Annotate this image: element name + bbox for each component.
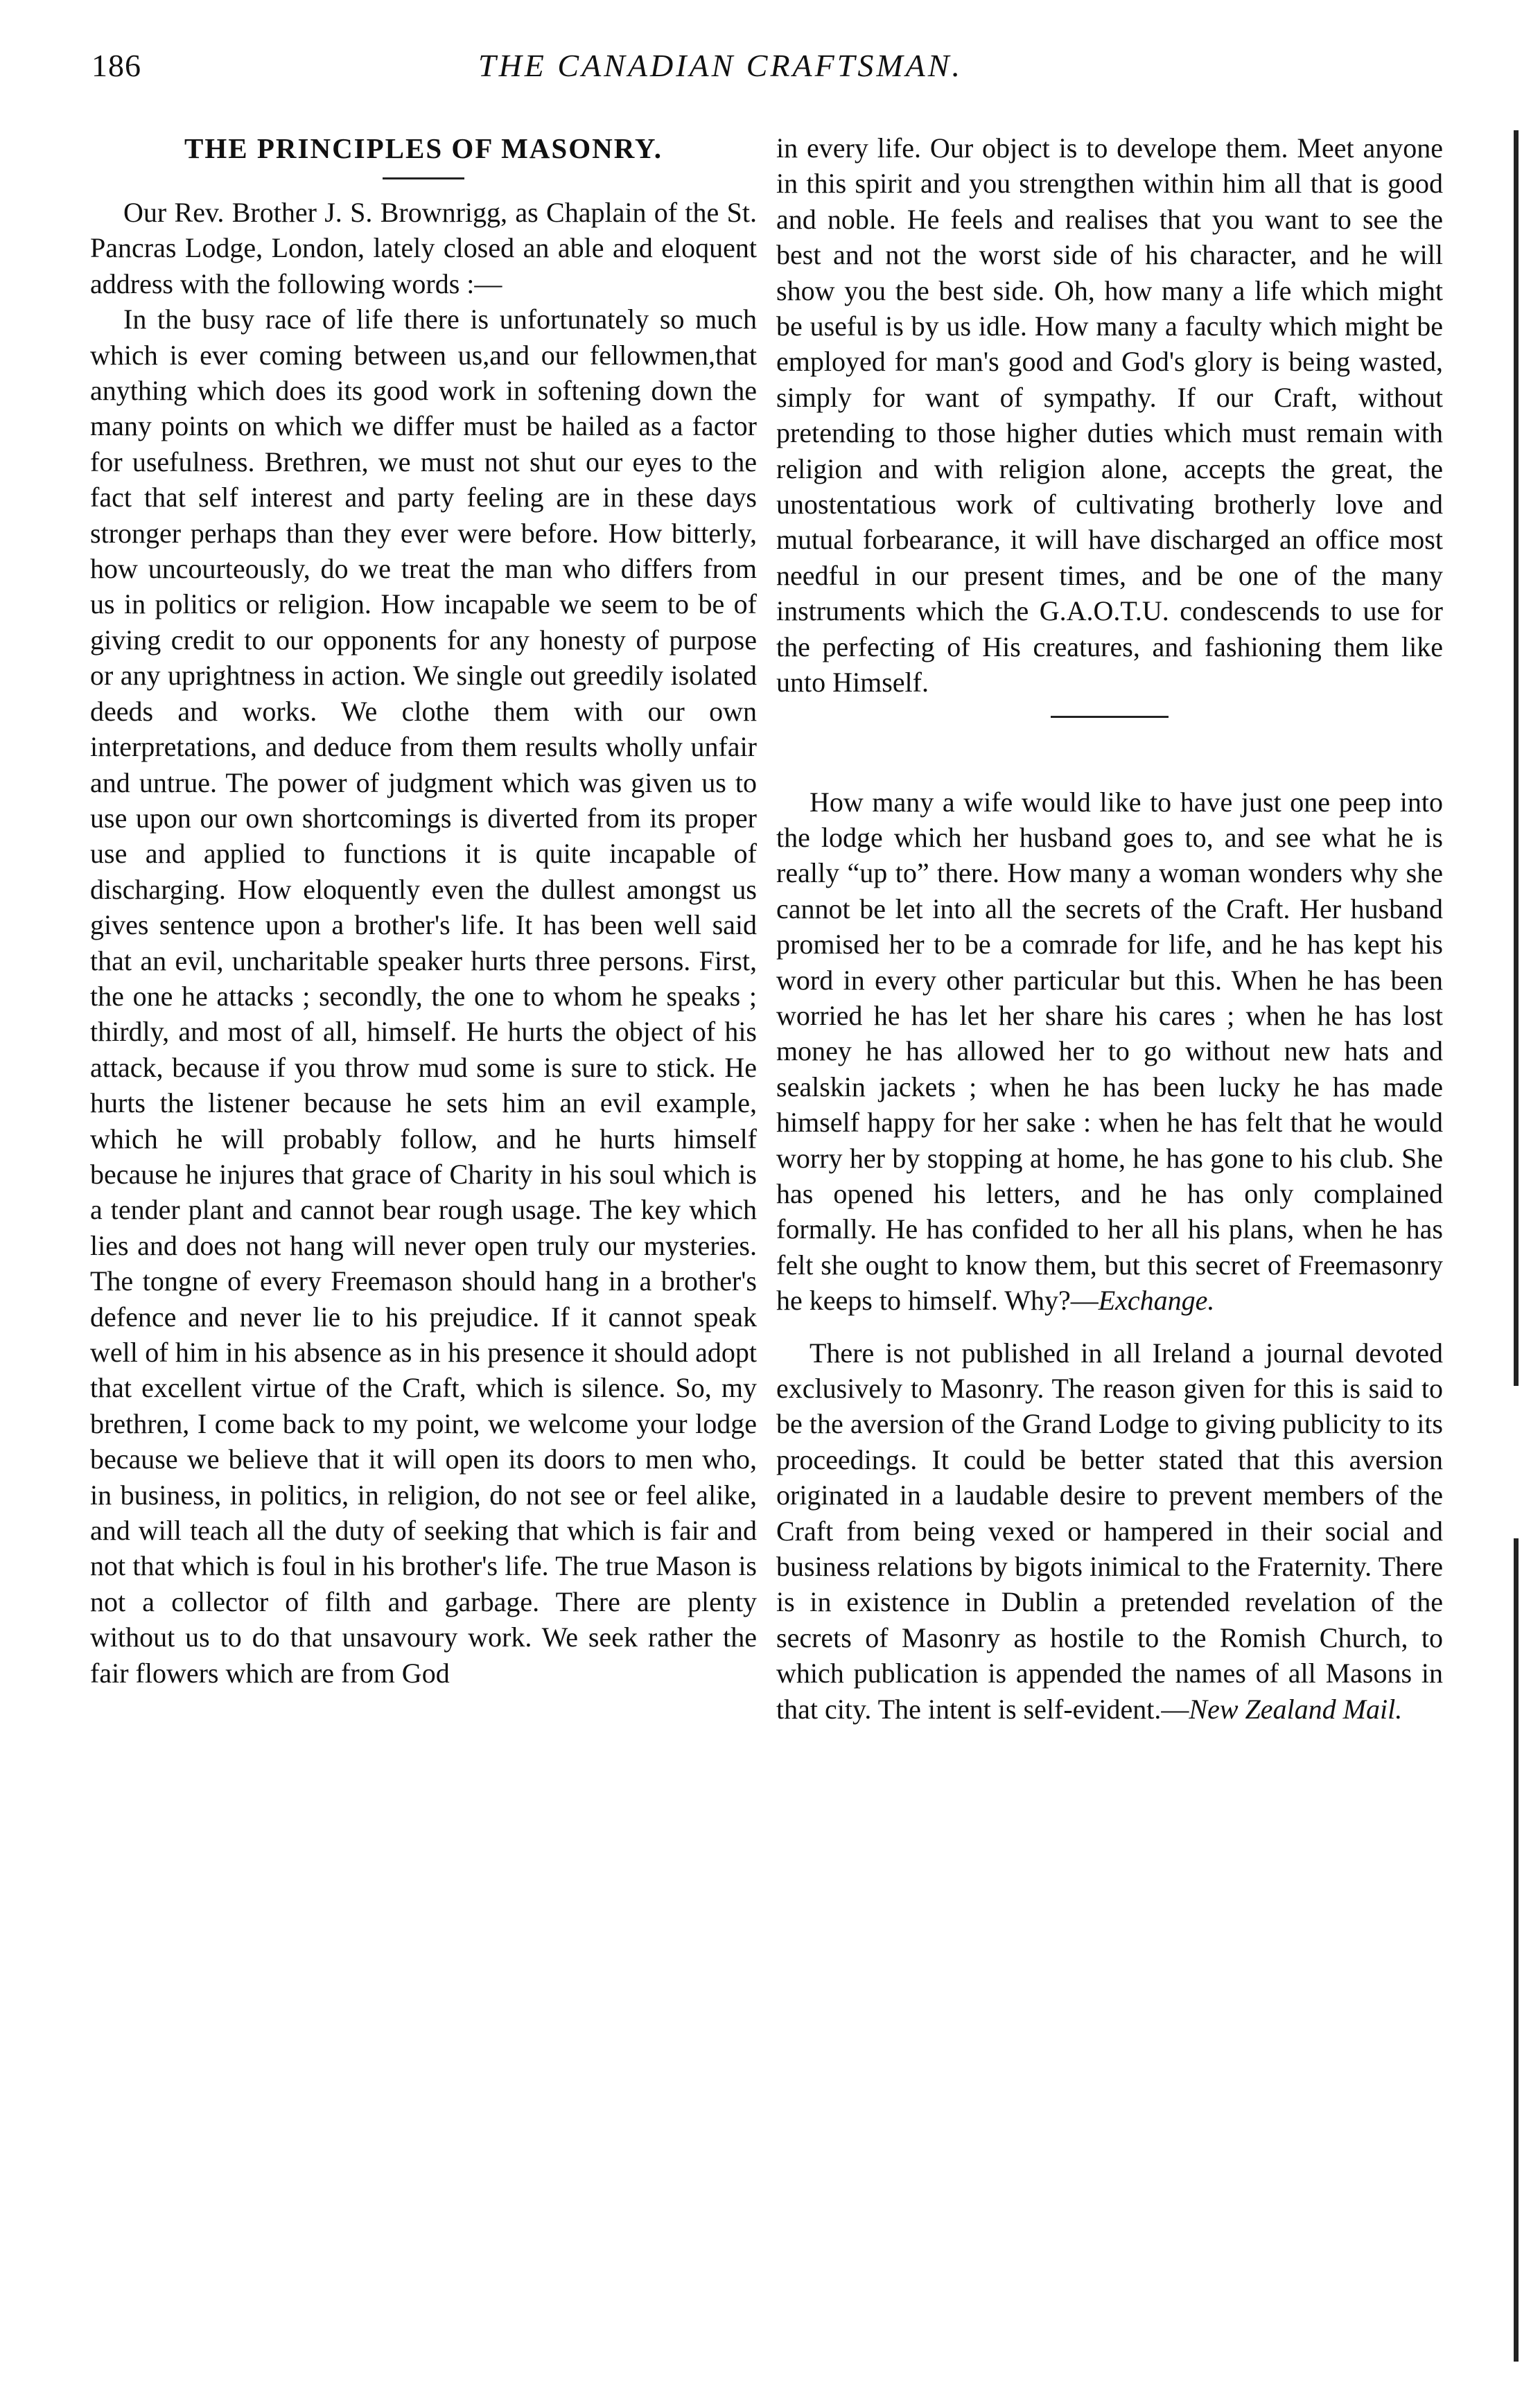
title-rule <box>383 177 464 179</box>
ireland-article-source: New Zealand Mail. <box>1189 1693 1403 1725</box>
article-continuation-paragraph: in every life. Our object is to develope them. Meet anyone in this spirit and you strengthen within him all that is good and noble. He feels and realises that you want to see the best and not the worst side of his character, and he will show you the best side. Oh, how many a life which might be useful is by us idle. How many a faculty which might be employed for man's good and God's glory is being wasted, simply for want of sympathy. If our Craft, without pretending to those higher duties which must remain with religion and with religion alone, accepts the great, the unostentatious work of cultivating brotherly love and mutual forbearance, it will have discharged an office most needful in our present times, and be one of the many instruments which the G.A.O.T.U. condescends to use for the perfecting of His creatures, and fashioning them like unto Himself. <box>776 132 1443 698</box>
right-column <box>776 130 1443 1727</box>
article-intro-paragraph: Our Rev. Brother J. S. Brownrigg, as Chaplain of the St. Pancras Lodge, London, lately closed an able and eloquent address with the following words :— <box>90 197 757 299</box>
left-column <box>90 130 757 1691</box>
ireland-article-paragraph <box>776 1335 1443 1727</box>
running-title: THE CANADIAN CRAFTSMAN. <box>478 48 963 83</box>
page-number: 186 <box>91 48 141 83</box>
wife-article-source: Exchange. <box>1098 1285 1215 1317</box>
page-edge-gap <box>1514 1386 1519 1538</box>
wife-article-text: How many a wife would like to have just one peep into the lodge which her husband goes to, and see what he is really “up to” there. How many a woman wonders why she cannot be let into all the secrets of the Craft. Her husband promised her to be a comrade for life, and he has kept his word in every other particular but this. When he has been worried he has let her share his cares ; when he has lost money he has allowed her to go without new hats and sealskin jackets ; when he has been lucky he has made himself happy for her sake : when he has felt that he would worry her by stopping at home, he has gone to his club. She has opened his letters, and he has only complained formally. He has confided to her all his plans, when he has felt she ought to know them, but this secret of Freemasonry he keeps to himself. Why?— <box>776 786 1443 1317</box>
wife-article-paragraph <box>776 784 1443 1319</box>
ireland-article-text: There is not published in all Ireland a journal devoted exclusively to Masonry. The reason given for this is said to be the aversion of the Grand Lodge to giving publicity to its proceedings. It could be better stated that this aversion originated in a laudable desire to prevent members of the Craft from being vexed or hampered in their social and business relations by bigots inimical to the Fraternity. There is in existence in Dublin a pretended revelation of the secrets of Masonry as hostile to the Romish Church, to which publication is appended the names of all Masons in that city. The intent is self-evident.— <box>776 1337 1443 1725</box>
page-edge-shadow <box>1514 130 1519 2362</box>
article-body-paragraph: In the busy race of life there is unfortunately so much which is ever coming between us,and our fellowmen,that anything which does its good work in softening down the many points on which we differ must be hailed as a factor for usefulness. Brethren, we must not shut our eyes to the fact that self interest and party feeling are in these days stronger perhaps than they ever were before. How bitterly, how uncourteously, do we treat the man who differs from us in politics or religion. How incapable we seem to be of giving credit to our opponents for any honesty of purpose or any uprightness in action. We single out greedily isolated deeds and works. We clothe them with our own interpretations, and deduce from them results wholly unfair and untrue. The power of judgment which was given us to use upon our own shortcomings is diverted from its proper use and applied to functions it is quite incapable of discharging. How eloquently even the dullest amongst us gives sentence upon a brother's life. It has been well said that an evil, uncharitable speaker hurts three persons. First, the one he attacks ; secondly, the one to whom he speaks ; thirdly, and most of all, himself. He hurts the object of his attack, because if you throw mud some is sure to stick. He hurts the listener because he sets him an evil example, which he will probably follow, and he hurts himself because he injures that grace of Charity in his soul which is a tender plant and cannot bear rough usage. The key which lies and does not hang will never open truly our mysteries. The tongne of every Freemason should hang in a brother's defence and never lie to his prejudice. If it cannot speak well of him in his absence as in his presence it should adopt that excellent virtue of the Craft, which is silence. So, my brethren, I come back to my point, we welcome your lodge because we believe that it will open its doors to men who, in business, in politics, in religion, do not see or feel alike, and will teach all the duty of seeking that which is fair and not that which is foul in his brother's life. The true Mason is not a collector of filth and garbage. There are plenty without us to do that unsavoury work. We seek rather the fair flowers which are from God <box>90 304 757 1689</box>
section-divider-rule <box>1051 716 1169 718</box>
article-title: THE PRINCIPLES OF MASONRY. <box>184 132 663 164</box>
